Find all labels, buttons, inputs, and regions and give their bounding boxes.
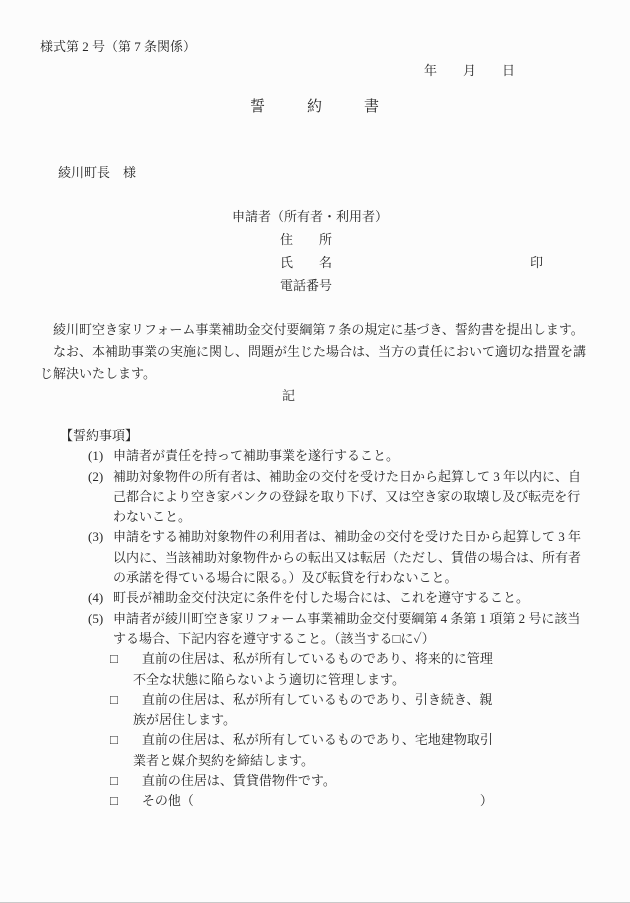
name-field-row [280, 251, 593, 274]
pledge-item [88, 609, 593, 650]
pledge-item [88, 446, 593, 466]
pledge-section [40, 426, 593, 812]
name-field-label: 氏 名 [280, 255, 333, 270]
applicant-block [232, 206, 593, 297]
pledge-item [88, 467, 593, 528]
checkbox-icon[interactable]: □ [110, 793, 118, 809]
pledge-item-text: 申請をする補助対象物件の利用者は、補助金の交付を受けた日から起算して 3 年以内に、当該補助対象物件からの転出又は転居（ただし、賃借の場合は、所有者の承諾を得ている場合に限る。）及び転貸を行わないこと。 [113, 529, 582, 586]
applicant-heading: 申請者（所有者・利用者） [232, 209, 389, 224]
seal-mark: 印 [530, 255, 544, 270]
checkbox-icon[interactable]: □ [110, 773, 118, 789]
checkbox-label: 直前の住居は、私が所有しているものであり、引き続き、親族が居住します。 [133, 691, 493, 728]
checkbox-label: 直前の住居は、賃貸借物件です。 [141, 773, 336, 789]
addressee: 綾川町長 様 [58, 165, 137, 180]
pledge-item-number: (3) [88, 529, 104, 545]
address-field-label: 住 所 [280, 232, 333, 247]
checkbox-item [40, 771, 500, 791]
checkbox-icon[interactable]: □ [110, 651, 118, 667]
checkbox-icon[interactable]: □ [110, 732, 118, 748]
pledge-item-number: (5) [88, 610, 104, 626]
checkbox-item [40, 690, 500, 731]
checkbox-label: 直前の住居は、私が所有しているものであり、宅地建物取引業者と媒介契約を締結します。 [133, 732, 493, 768]
checkbox-label: 直前の住居は、私が所有しているものであり、将来的に管理不全な状態に陥らないよう適切に管理します。 [133, 651, 493, 687]
body-paragraph-2: なお、本補助事業の実施に関し、問題が生じた場合は、当方の責任において適切な措置を講じ解決いたします。 [40, 344, 587, 381]
pledge-item-text: 申請者が責任を持って補助事業を遂行すること。 [113, 448, 400, 464]
pledge-item-text: 町長が補助金交付決定に条件を付した場合には、これを遵守すること。 [113, 590, 530, 606]
record-mark: 記 [281, 388, 295, 403]
pledge-item-number: (1) [88, 448, 104, 464]
pledge-item-number: (4) [88, 590, 104, 606]
pledge-item [88, 588, 593, 608]
checkbox-item [40, 730, 500, 771]
pledge-heading: 【誓約事項】 [60, 428, 139, 443]
checkbox-label: その他（ ） [141, 793, 493, 809]
body-paragraph-1: 綾川町空き家リフォーム事業補助金交付要綱第 7 条の規定に基づき、誓約書を提出します。 [40, 322, 584, 337]
page-title: 誓 約 書 [249, 99, 383, 115]
date-line: 年 月 日 [423, 63, 515, 78]
checkbox-item [40, 791, 500, 811]
pledge-item-text: 申請者が綾川町空き家リフォーム事業補助金交付要綱第 4 条第 1 項第 2 号に該当する場合、下記内容を遵守すること。（該当する□に✓） [113, 610, 581, 646]
checkbox-icon[interactable]: □ [110, 691, 118, 707]
phone-field-label: 電話番号 [280, 278, 333, 293]
pledge-item-text: 補助対象物件の所有者は、補助金の交付を受けた日から起算して 3 年以内に、自己都合により空き家バンクの登録を取り下げ、又は空き家の取壊し及び転売を行わないこと。 [113, 468, 582, 525]
checkbox-item [40, 649, 500, 690]
form-number: 様式第 2 号（第 7 条関係） [40, 39, 197, 54]
pledge-item-number: (2) [88, 468, 104, 484]
pledge-item [88, 527, 593, 588]
